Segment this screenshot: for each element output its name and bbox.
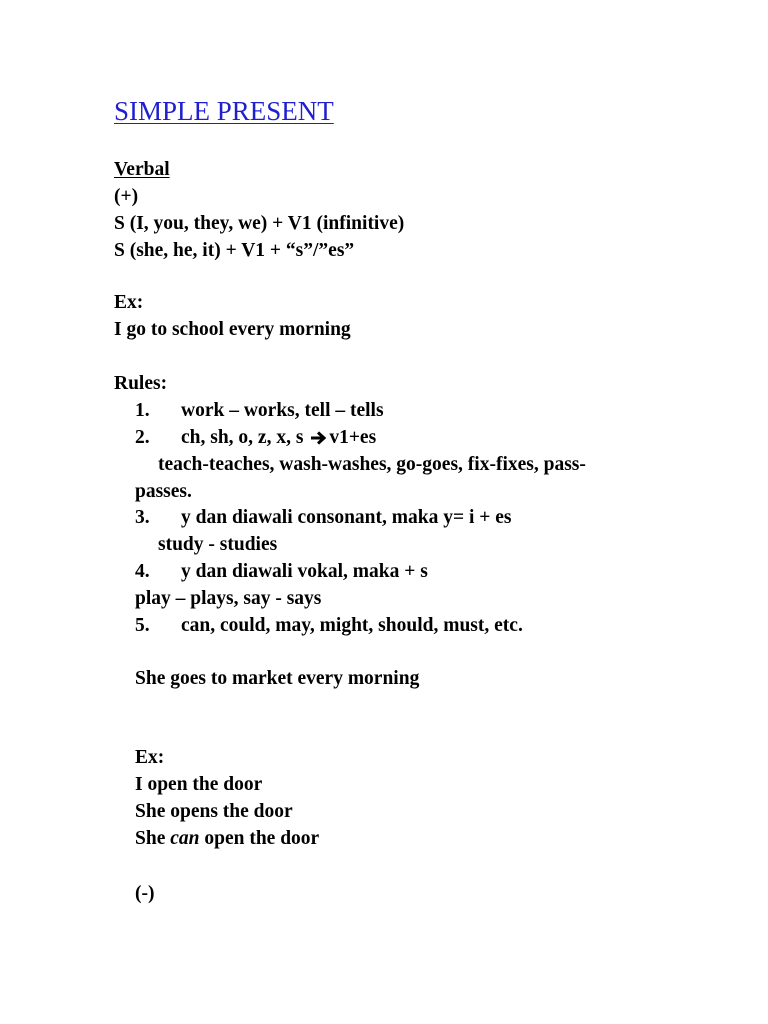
negative-sign: (-) bbox=[135, 883, 155, 904]
example-text: open the door bbox=[199, 828, 320, 849]
right-arrow-icon bbox=[310, 430, 326, 450]
rule-number: 2. bbox=[135, 427, 150, 448]
rule-item bbox=[135, 562, 428, 582]
rule-text: ch, sh, o, z, x, s bbox=[181, 427, 304, 448]
rule-item bbox=[135, 508, 512, 528]
rule-example-continued: passes. bbox=[135, 481, 192, 502]
rule-item bbox=[135, 616, 523, 636]
example-label: Ex: bbox=[135, 747, 165, 768]
example-label: Ex: bbox=[114, 292, 144, 313]
rules-heading: Rules: bbox=[114, 373, 168, 394]
page-title: SIMPLE PRESENT bbox=[114, 96, 334, 126]
rule-example: study - studies bbox=[158, 534, 278, 555]
rule-text: can, could, may, might, should, must, etc. bbox=[181, 615, 523, 636]
rule-number: 4. bbox=[135, 561, 150, 582]
example-line bbox=[135, 829, 319, 849]
rule-item bbox=[135, 428, 376, 450]
modal-verb-emphasis: can bbox=[170, 828, 200, 849]
rule-item bbox=[135, 401, 384, 421]
example-text: She bbox=[135, 828, 171, 849]
example-sentence: I go to school every morning bbox=[114, 319, 351, 340]
example-line: She opens the door bbox=[135, 801, 293, 822]
rule-number: 1. bbox=[135, 400, 150, 421]
rule-number: 3. bbox=[135, 507, 150, 528]
rule-text: y dan diawali consonant, maka y= i + es bbox=[181, 507, 512, 528]
example-sentence-goes: She goes to market every morning bbox=[135, 668, 420, 689]
formula-singular: S (she, he, it) + V1 + “s”/”es” bbox=[114, 240, 355, 261]
example-line: I open the door bbox=[135, 774, 263, 795]
rule-text: y dan diawali vokal, maka + s bbox=[181, 561, 428, 582]
positive-sign: (+) bbox=[114, 186, 139, 207]
rule-number: 5. bbox=[135, 615, 150, 636]
verbal-heading: Verbal bbox=[114, 159, 170, 180]
rule-text-result: v1+es bbox=[329, 427, 377, 448]
rule-text: work – works, tell – tells bbox=[181, 400, 384, 421]
rule-example: play – plays, say - says bbox=[135, 588, 322, 609]
rule-example: teach-teaches, wash-washes, go-goes, fix-fixes, pass- bbox=[158, 454, 586, 475]
formula-plural: S (I, you, they, we) + V1 (infinitive) bbox=[114, 213, 405, 234]
